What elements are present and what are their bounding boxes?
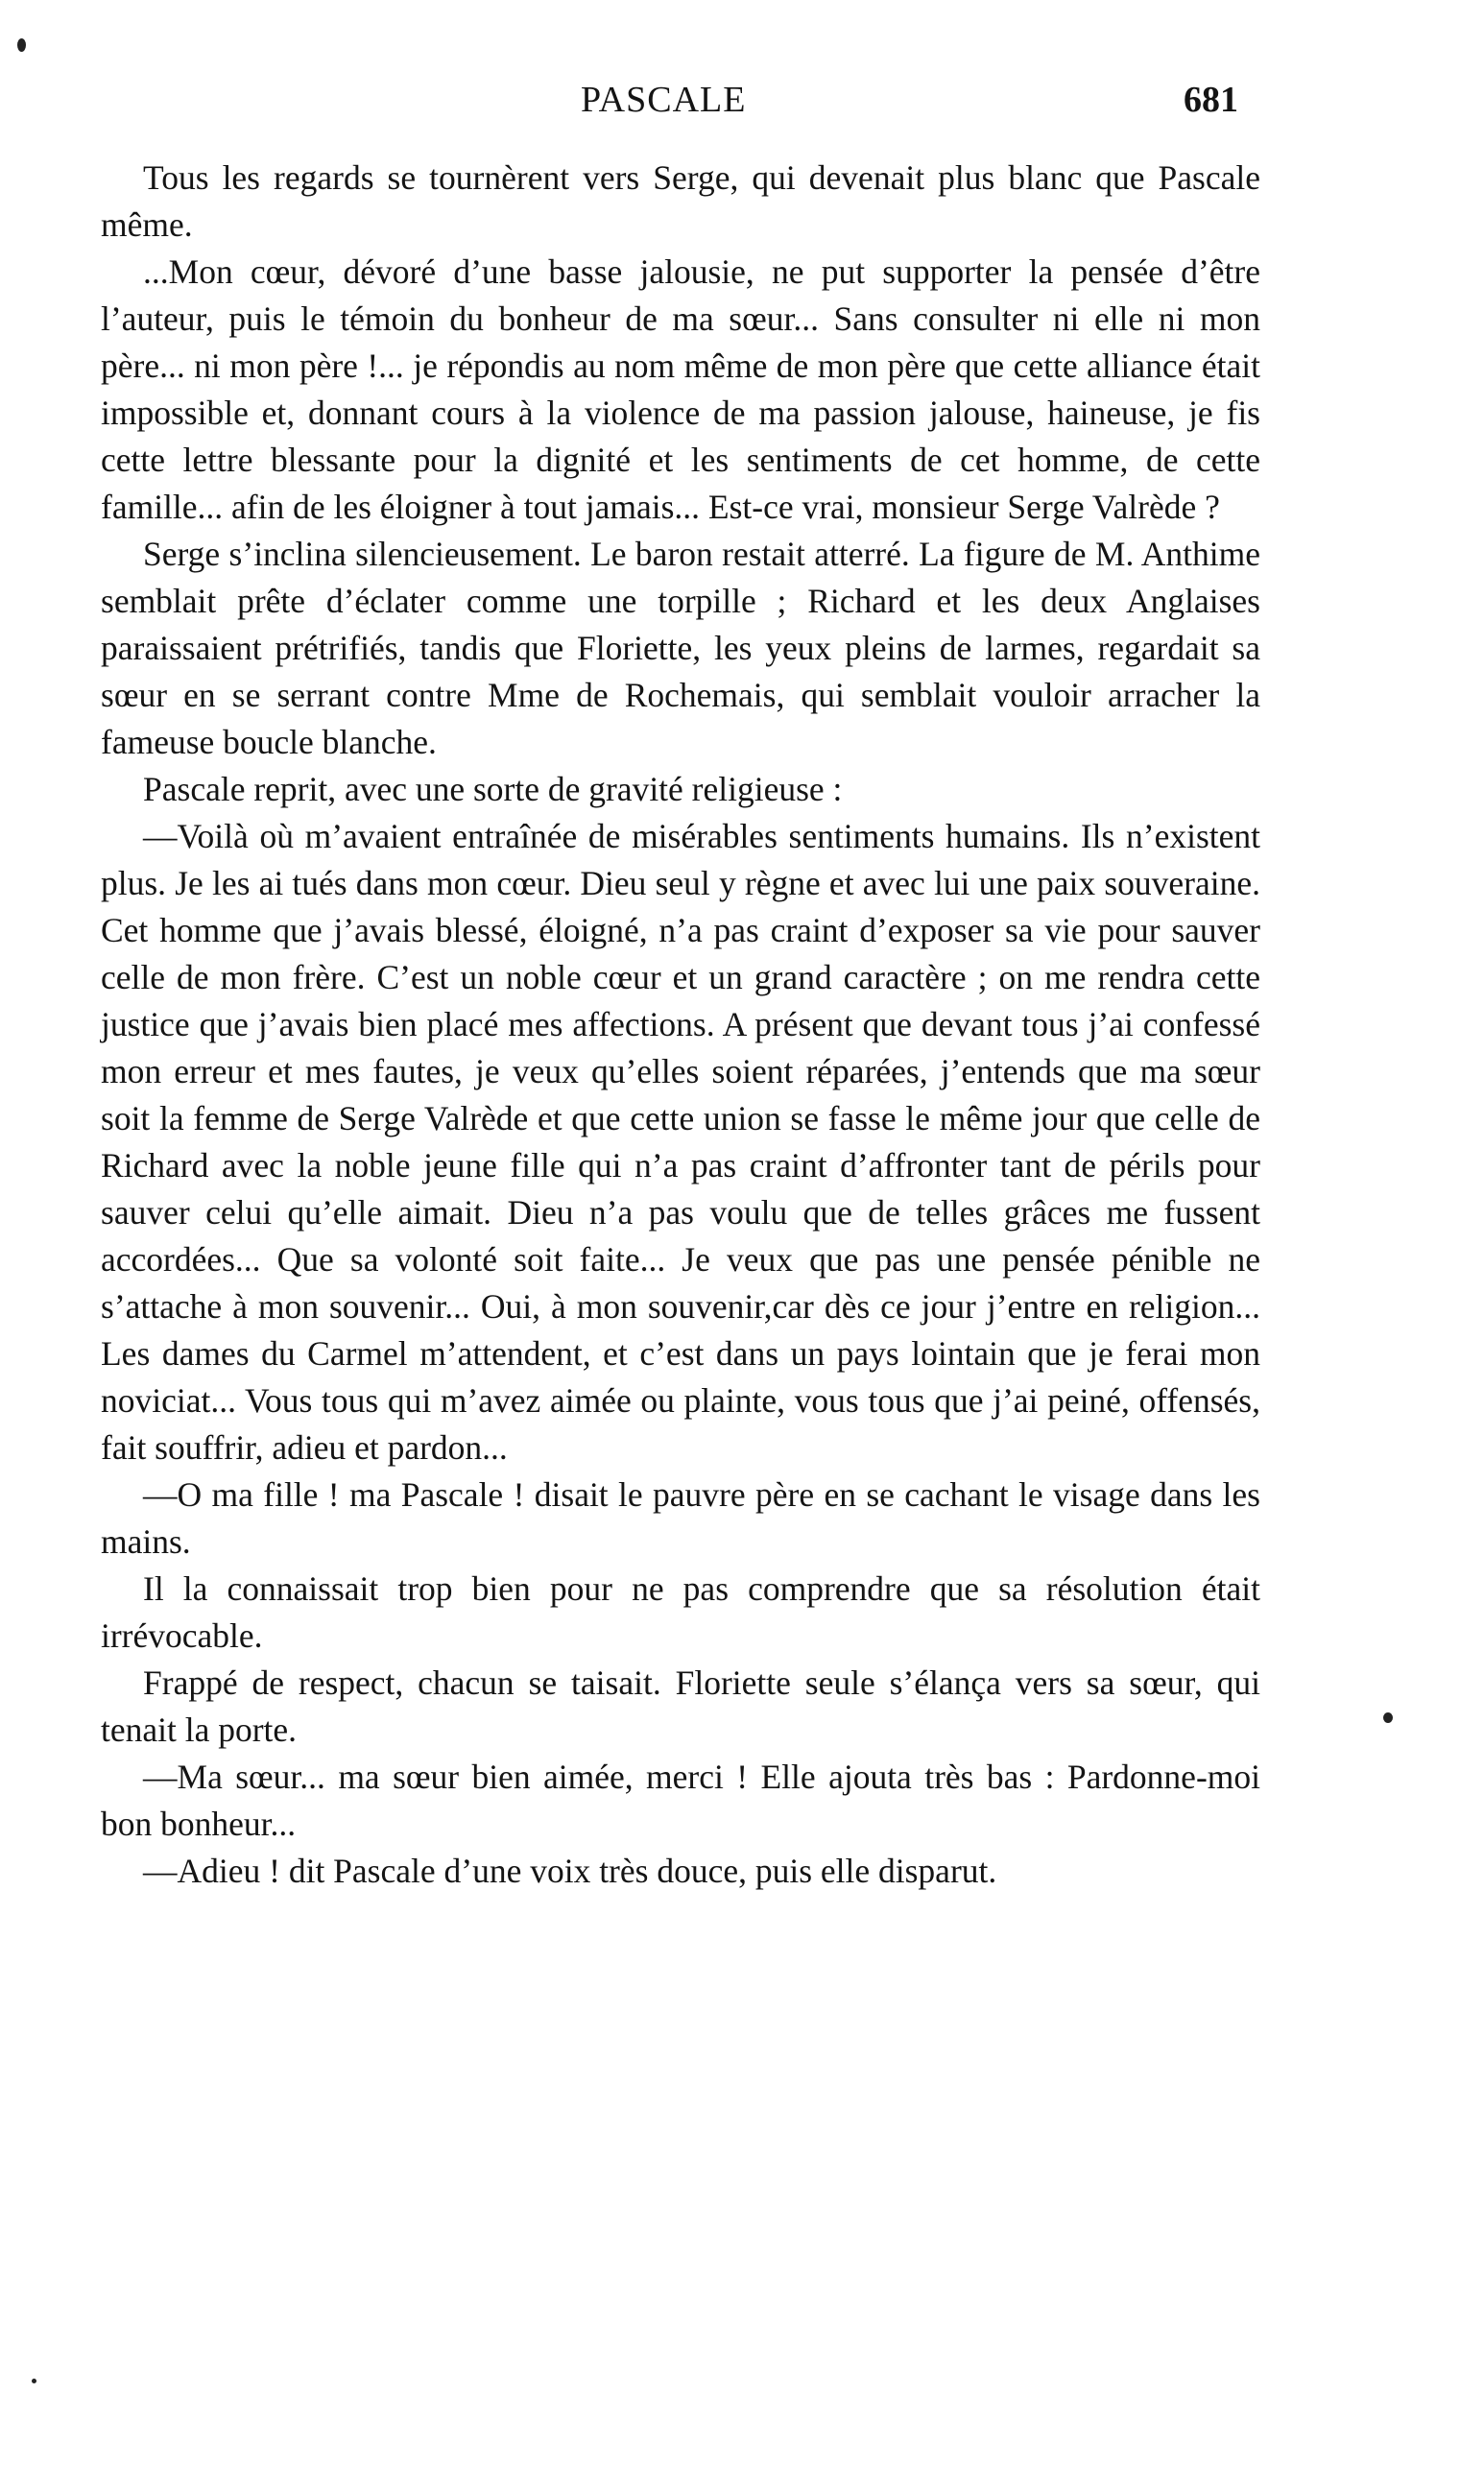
paragraph: Serge s’inclina silencieusement. Le baron restait atterré. La figure de M. Anthime semblait prête d’éclater comme une torpille ; Richard et les deux Anglaises paraissaient prétrifiés, tandis que Floriette, les yeux pleins de larmes, regardait sa sœur en se serrant contre Mme de Rochemais, qui semblait vouloir arracher la fameuse boucle blanche. (101, 535, 1260, 761)
ink-dot-right-margin (1383, 1712, 1393, 1723)
paragraph: Pascale reprit, avec une sorte de gravité religieuse : (143, 770, 843, 808)
paragraph: —O ma fille ! ma Pascale ! disait le pauvre père en se cachant le visage dans les mains. (101, 1475, 1260, 1561)
paragraph: —Voilà où m’avaient entraînée de misérables sentiments humains. Ils n’existent plus. Je les ai tués dans mon cœur. Dieu seul y règne et avec lui une paix souveraine. Cet homme que j’avais blessé, éloigné, n’a pas craint d’exposer sa vie pour sauver celle de mon frère. C’est un noble cœur et un grand caractère ; on me rendra cette justice que j’avais bien placé mes affections. A présent que devant tous j’ai confessé mon erreur et mes fautes, je veux qu’elles soient réparées, j’entends que ma sœur soit la femme de Serge Valrède et que cette union se fasse le même jour que celle de Richard avec la noble jeune fille qui n’a pas craint d’affronter tant de périls pour sauver celui qu’elle aimait. Dieu n’a pas voulu que de telles grâces me fussent accordées... Que sa volonté soit faite... Je veux que pas une pensée pénible ne s’attache à mon souvenir... Oui, à mon souvenir,car dès ce jour j’entre en religion... Les dames du Carmel m’attendent, et c’est dans un pays lointain que je ferai mon noviciat... Vous tous qui m’avez aimée ou plainte, vous tous que j’ai peiné, offensés, fait souffrir, adieu et pardon... (101, 817, 1260, 1467)
paragraph: —Ma sœur... ma sœur bien aimée, merci ! Elle ajouta très bas : Pardonne-moi bon bonheur... (101, 1758, 1260, 1843)
page-number: 681 (1184, 80, 1238, 120)
body-text (101, 155, 1260, 1895)
paragraph: ...Mon cœur, dévoré d’une basse jalousie, ne put supporter la pensée d’être l’auteur, puis le témoin du bonheur de ma sœur... Sans consulter ni elle ni mon père... ni mon père !... je répondis au nom même de mon père que cette alliance était impossible et, donnant cours à la violence de ma passion jalouse, haineuse, je fis cette lettre blessante pour la dignité et les sentiments de cet homme, de cette famille... afin de les éloigner à tout jamais... Est-ce vrai, monsieur Serge Valrède ? (101, 252, 1260, 526)
ink-speck-top-left (17, 38, 26, 52)
running-title: PASCALE (581, 80, 747, 120)
paragraph: —Adieu ! dit Pascale d’une voix très douce, puis elle disparut. (143, 1852, 997, 1890)
ink-dot-bottom-left (32, 2379, 36, 2383)
running-head (0, 79, 1484, 127)
paragraph: Il la connaissait trop bien pour ne pas comprendre que sa résolution était irrévocable. (101, 1569, 1260, 1655)
paragraph: Tous les regards se tournèrent vers Serge, qui devenait plus blanc que Pascale même. (101, 158, 1260, 244)
paragraph: Frappé de respect, chacun se taisait. Floriette seule s’élança vers sa sœur, qui tenait la porte. (101, 1663, 1260, 1749)
